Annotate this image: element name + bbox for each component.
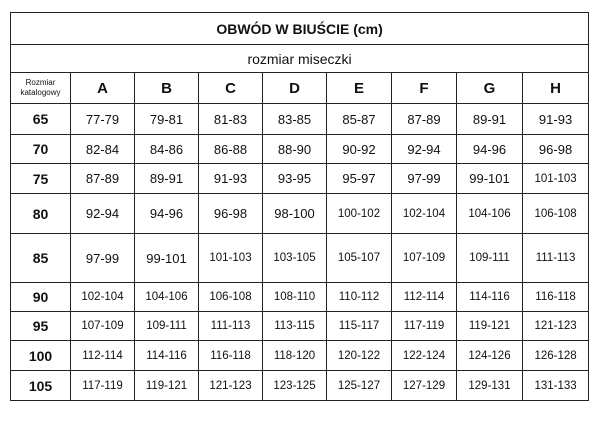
- bust-range-cell: 111-113: [199, 312, 263, 341]
- cup-header-row: [11, 73, 589, 104]
- bust-range-cell: 117-119: [71, 371, 135, 401]
- cup-header-a: A: [71, 73, 135, 104]
- bust-range-cell: 112-114: [392, 283, 457, 312]
- catalog-size-label: Rozmiar katalogowy: [11, 73, 71, 104]
- bust-range-cell: 106-108: [523, 194, 589, 234]
- bust-range-cell: 90-92: [327, 135, 392, 164]
- cup-header-g: G: [457, 73, 523, 104]
- bust-range-cell: 120-122: [327, 341, 392, 371]
- cup-header-e: E: [327, 73, 392, 104]
- cup-header-b: B: [135, 73, 199, 104]
- bust-range-cell: 122-124: [392, 341, 457, 371]
- bust-range-cell: 94-96: [457, 135, 523, 164]
- band-size-cell: 80: [11, 194, 71, 234]
- bust-range-cell: 131-133: [523, 371, 589, 401]
- bust-range-cell: 116-118: [523, 283, 589, 312]
- bust-range-cell: 105-107: [327, 234, 392, 283]
- bust-range-cell: 100-102: [327, 194, 392, 234]
- bust-range-cell: 106-108: [199, 283, 263, 312]
- bust-range-cell: 110-112: [327, 283, 392, 312]
- bust-range-cell: 94-96: [135, 194, 199, 234]
- cup-header-c: C: [199, 73, 263, 104]
- cup-header-h: H: [523, 73, 589, 104]
- bust-range-cell: 109-111: [135, 312, 199, 341]
- bust-range-cell: 89-91: [457, 104, 523, 135]
- table-row: [11, 194, 589, 234]
- band-size-cell: 90: [11, 283, 71, 312]
- bust-range-cell: 96-98: [523, 135, 589, 164]
- bust-range-cell: 103-105: [263, 234, 327, 283]
- bust-range-cell: 124-126: [457, 341, 523, 371]
- bust-range-cell: 84-86: [135, 135, 199, 164]
- table-row: [11, 164, 589, 194]
- bust-range-cell: 92-94: [392, 135, 457, 164]
- bust-range-cell: 101-103: [199, 234, 263, 283]
- bust-range-cell: 112-114: [71, 341, 135, 371]
- bust-range-cell: 121-123: [523, 312, 589, 341]
- bust-range-cell: 77-79: [71, 104, 135, 135]
- bust-range-cell: 107-109: [392, 234, 457, 283]
- bust-range-cell: 114-116: [135, 341, 199, 371]
- bust-range-cell: 99-101: [457, 164, 523, 194]
- bust-range-cell: 92-94: [71, 194, 135, 234]
- bust-range-cell: 86-88: [199, 135, 263, 164]
- bust-range-cell: 88-90: [263, 135, 327, 164]
- bust-range-cell: 117-119: [392, 312, 457, 341]
- bust-range-cell: 98-100: [263, 194, 327, 234]
- bust-range-cell: 125-127: [327, 371, 392, 401]
- bust-range-cell: 101-103: [523, 164, 589, 194]
- table-row: [11, 341, 589, 371]
- band-size-cell: 65: [11, 104, 71, 135]
- bust-range-cell: 97-99: [392, 164, 457, 194]
- bust-range-cell: 127-129: [392, 371, 457, 401]
- bust-range-cell: 89-91: [135, 164, 199, 194]
- table-title: OBWÓD W BIUŚCIE (cm): [11, 13, 589, 45]
- bust-range-cell: 113-115: [263, 312, 327, 341]
- bust-range-cell: 81-83: [199, 104, 263, 135]
- bust-range-cell: 104-106: [457, 194, 523, 234]
- band-size-cell: 95: [11, 312, 71, 341]
- bust-range-cell: 87-89: [71, 164, 135, 194]
- bust-range-cell: 85-87: [327, 104, 392, 135]
- bust-range-cell: 79-81: [135, 104, 199, 135]
- bust-range-cell: 87-89: [392, 104, 457, 135]
- bust-range-cell: 91-93: [199, 164, 263, 194]
- bust-range-cell: 126-128: [523, 341, 589, 371]
- band-size-cell: 75: [11, 164, 71, 194]
- bust-range-cell: 108-110: [263, 283, 327, 312]
- bust-range-cell: 123-125: [263, 371, 327, 401]
- bust-range-cell: 111-113: [523, 234, 589, 283]
- size-table-body: [11, 104, 589, 401]
- bust-range-cell: 96-98: [199, 194, 263, 234]
- band-size-cell: 85: [11, 234, 71, 283]
- band-size-cell: 100: [11, 341, 71, 371]
- cup-header-f: F: [392, 73, 457, 104]
- bust-range-cell: 82-84: [71, 135, 135, 164]
- bust-range-cell: 104-106: [135, 283, 199, 312]
- bust-range-cell: 93-95: [263, 164, 327, 194]
- table-row: [11, 283, 589, 312]
- size-table: [10, 12, 589, 401]
- bust-range-cell: 91-93: [523, 104, 589, 135]
- band-size-cell: 105: [11, 371, 71, 401]
- cup-header-d: D: [263, 73, 327, 104]
- bust-range-cell: 115-117: [327, 312, 392, 341]
- bust-range-cell: 119-121: [135, 371, 199, 401]
- bust-range-cell: 119-121: [457, 312, 523, 341]
- bust-range-cell: 109-111: [457, 234, 523, 283]
- bust-range-cell: 107-109: [71, 312, 135, 341]
- band-size-cell: 70: [11, 135, 71, 164]
- bust-range-cell: 118-120: [263, 341, 327, 371]
- bust-range-cell: 116-118: [199, 341, 263, 371]
- bust-range-cell: 99-101: [135, 234, 199, 283]
- table-row: [11, 371, 589, 401]
- table-row: [11, 135, 589, 164]
- table-row: [11, 234, 589, 283]
- bust-range-cell: 129-131: [457, 371, 523, 401]
- bust-range-cell: 102-104: [71, 283, 135, 312]
- bust-range-cell: 97-99: [71, 234, 135, 283]
- bust-range-cell: 114-116: [457, 283, 523, 312]
- bust-range-cell: 83-85: [263, 104, 327, 135]
- bust-range-cell: 102-104: [392, 194, 457, 234]
- bust-range-cell: 95-97: [327, 164, 392, 194]
- bust-range-cell: 121-123: [199, 371, 263, 401]
- table-row: [11, 312, 589, 341]
- table-row: [11, 104, 589, 135]
- cup-size-header: rozmiar miseczki: [11, 45, 589, 73]
